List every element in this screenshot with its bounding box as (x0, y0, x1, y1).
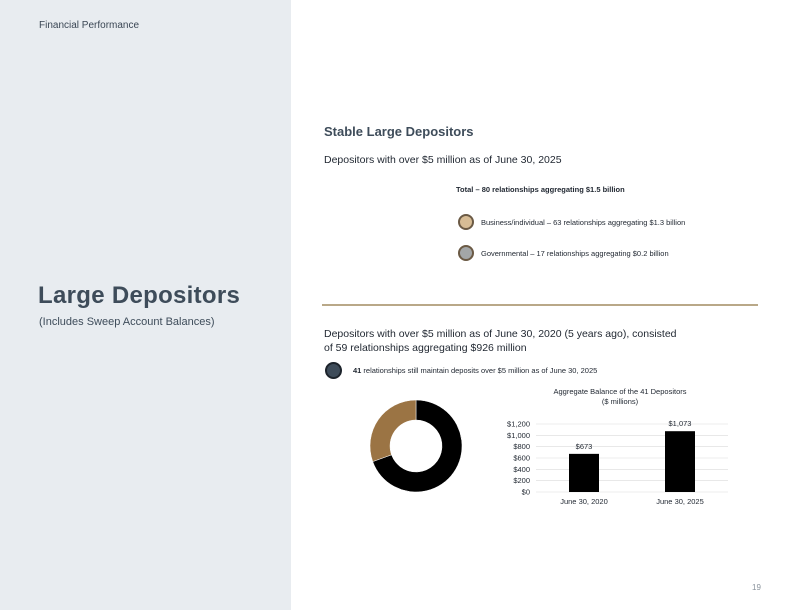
divider (322, 304, 758, 306)
retention-count: 41 (353, 366, 362, 375)
section-heading: Stable Large Depositors (324, 124, 474, 139)
left-panel (0, 0, 291, 610)
bar-chart-subtitle: ($ millions) (601, 397, 639, 406)
legend-governmental-label: Governmental – 17 relationships aggregating $0.2 billion (481, 248, 669, 258)
balance-bar-chart (490, 382, 740, 512)
intro-text: Depositors with over $5 million as of June 30, 2025 (324, 154, 562, 166)
retention-note-text (353, 366, 597, 375)
x-category-label: June 30, 2020 (560, 497, 608, 506)
y-tick-label: $600 (513, 453, 530, 463)
total-text: Total – 80 relationships aggregating $1.5 billion (456, 185, 625, 194)
y-tick-label: $1,200 (507, 419, 530, 429)
legend-business (458, 214, 685, 230)
x-category-label: June 30, 2025 (656, 497, 704, 506)
governmental-swatch-icon (458, 245, 474, 261)
bar (665, 431, 695, 492)
business-swatch-icon (458, 214, 474, 230)
note-bullet-icon (325, 362, 342, 379)
y-tick-label: $1,000 (507, 430, 530, 440)
retention-note (325, 362, 597, 379)
y-tick-label: $800 (513, 442, 530, 452)
bar-data-label: $673 (575, 441, 593, 451)
bar-chart-title: Aggregate Balance of the 41 Depositors (553, 387, 687, 396)
retention-note-rest: relationships still maintain deposits over $5 million as of June 30, 2025 (361, 366, 598, 375)
donut-slice-1 (370, 400, 416, 462)
y-tick-label: $0 (521, 487, 530, 497)
legend-governmental (458, 245, 669, 261)
y-tick-label: $200 (513, 476, 530, 486)
page-number: 19 (752, 583, 761, 592)
legend-business-label: Business/individual – 63 relationships aggregating $1.3 billion (481, 217, 686, 227)
page-title: Large Depositors (38, 282, 241, 309)
retention-donut-chart (362, 392, 470, 500)
bar (569, 454, 599, 492)
y-tick-label: $400 (513, 464, 530, 474)
page-subtitle: (Includes Sweep Account Balances) (39, 316, 215, 328)
section-label: Financial Performance (39, 20, 140, 31)
history-text: Depositors with over $5 million as of June 30, 2020 (5 years ago), consisted of 59 relationships aggregating $926 million (324, 328, 677, 354)
bar-data-label: $1,073 (668, 419, 692, 429)
